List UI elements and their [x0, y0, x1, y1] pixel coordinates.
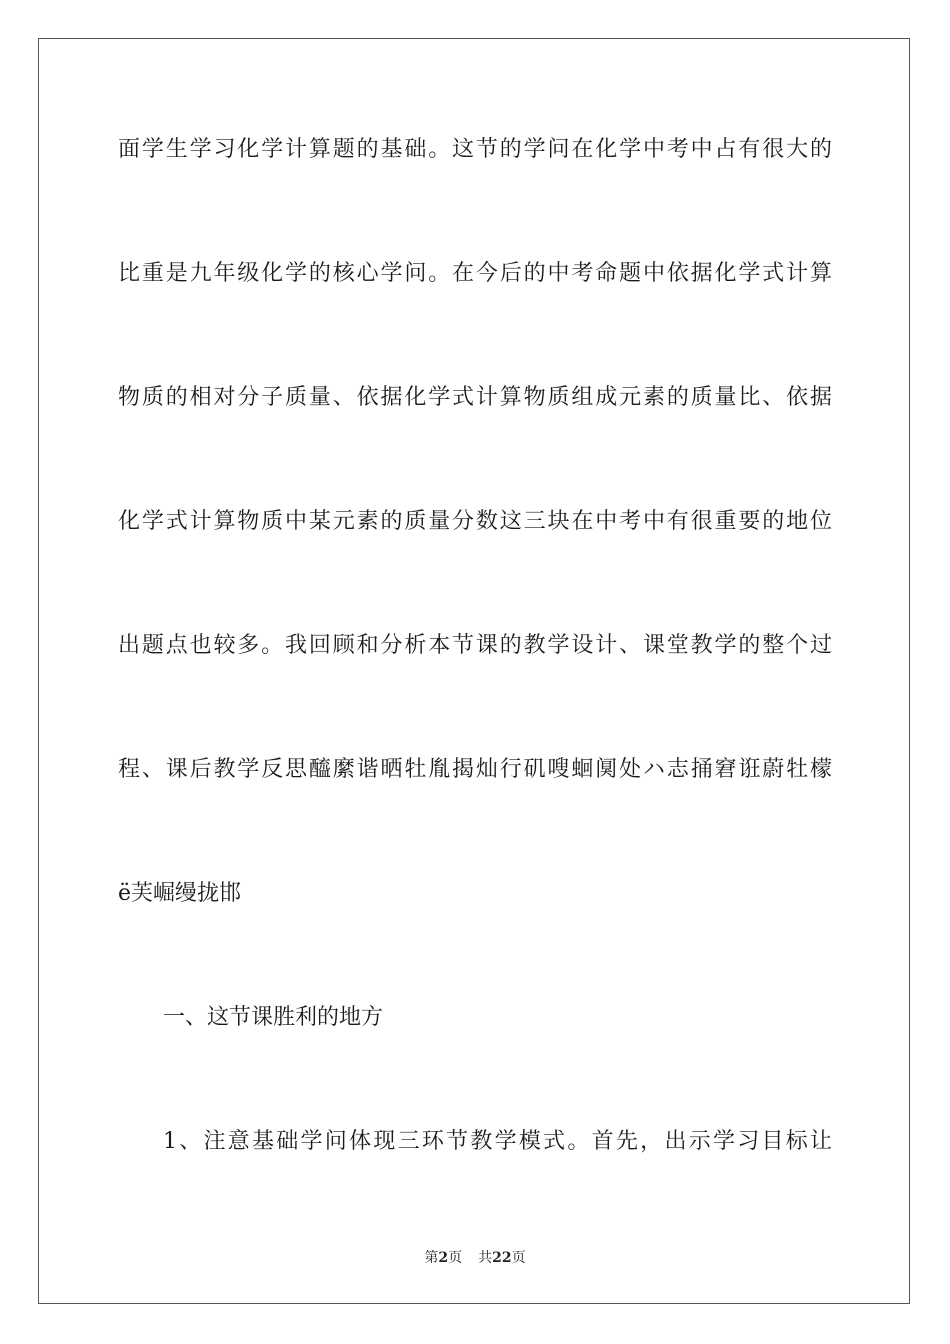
paragraph-line-3: 物质的相对分子质量、依据化学式计算物质组成元素的质量比、依据	[118, 385, 832, 410]
total-pages: 22	[492, 1250, 512, 1266]
paragraph-line-7: ё芙崛缦拢邯	[118, 881, 242, 906]
page-footer	[0, 1248, 950, 1268]
paragraph-line-1: 面学生学习化学计算题的基础。这节的学问在化学中考中占有很大的	[118, 137, 832, 162]
page-prefix: 第	[424, 1250, 439, 1266]
page-border	[38, 38, 910, 1304]
total-suffix: 页	[511, 1250, 526, 1266]
page-suffix: 页	[448, 1250, 463, 1266]
total-prefix: 共	[478, 1250, 493, 1266]
page-number: 2	[438, 1250, 449, 1266]
paragraph-line-2: 比重是九年级化学的核心学问。在今后的中考命题中依据化学式计算	[118, 261, 832, 286]
section-heading: 一、这节课胜利的地方	[163, 1005, 384, 1030]
paragraph-line-4: 化学式计算物质中某元素的质量分数这三块在中考中有很重要的地位	[118, 509, 832, 534]
list-item-1: 1、注意基础学问体现三环节教学模式。首先，出示学习目标让	[163, 1129, 832, 1154]
paragraph-line-5: 出题点也较多。我回顾和分析本节课的教学设计、课堂教学的整个过	[118, 633, 832, 658]
paragraph-line-6: 程、课后教学反思醯縻谐晒牡胤揭灿行矶嗖蛔阒处ハ志捅窘诳蔚牡檬	[118, 757, 832, 782]
